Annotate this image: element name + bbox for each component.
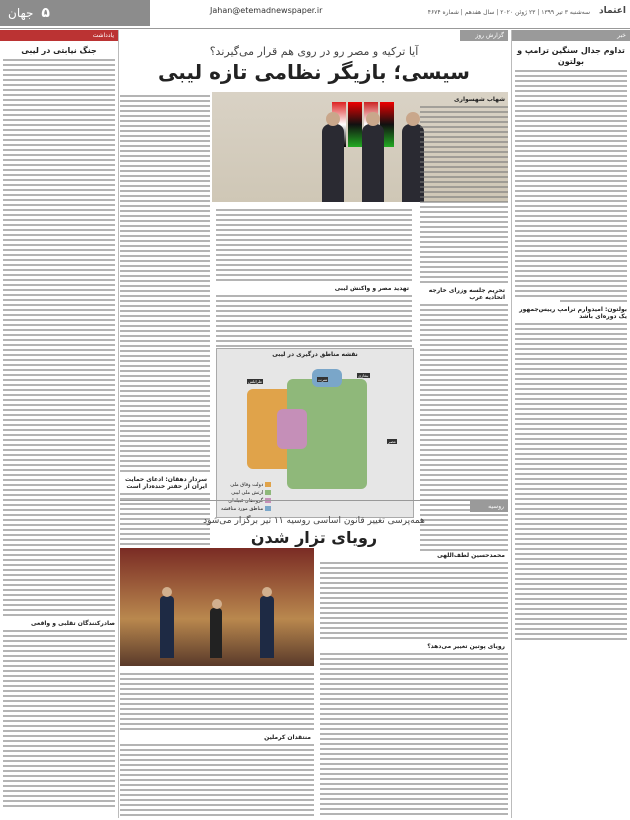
guard-figure <box>260 596 274 658</box>
section-email[interactable]: Jahan@etemadnewspaper.ir <box>210 6 323 15</box>
page-header <box>0 0 630 29</box>
city-label: طرابلس <box>248 379 263 384</box>
main-story-text-col3 <box>120 92 210 548</box>
main-story-headline: سیسی؛ بازیگر نظامی تازه لیبی <box>158 60 470 84</box>
person-figure <box>362 124 384 202</box>
russia-subhead-2: منتقدان کرملین <box>264 734 311 741</box>
libya-map <box>216 348 414 518</box>
russia-byline: محمدحسین لطف‌اللهی <box>437 552 505 559</box>
city-label: بنغازی <box>358 373 369 378</box>
page-number: ۵ <box>41 5 50 21</box>
right-column-label: خبر <box>512 30 630 41</box>
section-name: جهان <box>8 6 34 20</box>
main-story-byline: شهاب شهسواری <box>454 96 505 103</box>
russia-kicker: همه‌پرسی تغییر قانون اساسی روسیه ۱۱ تیر برگزار می‌شود <box>203 516 425 526</box>
left-column-body <box>0 59 118 616</box>
right-column-subhead: بولتون: امیدوارم ترامپ رییس‌جمهور یک دوره‌ای باشد <box>519 306 627 320</box>
newspaper-logo: اعتماد <box>599 6 626 16</box>
libya-flag <box>348 102 362 147</box>
main-story-subhead-1: تهدید مصر و واکنش لیبی <box>334 285 409 292</box>
section-tab <box>0 0 150 26</box>
left-column-label: یادداشت <box>0 30 118 41</box>
russia-text-left <box>120 670 314 818</box>
right-column-headline: تداوم جدال سنگین ترامپ و بولتون <box>517 46 625 66</box>
map-legend: دولت وفاق ملی ارتش ملی لیبی گروه‌های قبیله‌ای مناطق مورد مناقشه <box>221 481 271 513</box>
russia-headline: رویای تزار شدن <box>250 528 378 547</box>
main-content <box>120 30 508 818</box>
main-story-text-col1 <box>420 92 508 554</box>
right-column <box>511 30 630 818</box>
person-figure <box>210 608 222 658</box>
russia-text-right <box>320 548 508 818</box>
region-tribal <box>277 409 307 449</box>
main-story-subhead-3: سردار دهقان: ادعای حمایت ایران از حفتر خنده‌دار است <box>124 476 207 490</box>
russia-subhead-1: رویای پوتین تغییر می‌دهد؟ <box>427 643 505 650</box>
dateline: سه‌شنبه ۳ تیر ۱۳۹۹ | ۲۳ ژوئن ۲۰۲۰ | سال هفدهم | شماره ۴۶۷۴ <box>427 9 590 16</box>
city-label: سرت <box>318 377 328 382</box>
left-column-subhead: صادرکنندگان تقلبی و واقعی <box>30 620 115 627</box>
right-column-body <box>512 70 630 302</box>
russia-label: روسیه <box>470 501 508 512</box>
main-story-text-col2 <box>216 206 412 365</box>
guard-figure <box>160 596 174 658</box>
left-column-headline: جنگ نیابتی در لیبی <box>21 46 97 55</box>
map-title: نقشه مناطق درگیری در لیبی <box>272 351 358 358</box>
city-label: مصر <box>388 439 396 444</box>
left-column <box>0 30 119 818</box>
russia-section <box>120 500 508 551</box>
main-story-subhead-2: تحریم جلسه وزرای خارجه اتحادیه عرب <box>428 287 505 301</box>
main-story-kicker: آیا ترکیه و مصر رو در روی هم قرار می‌گیرند؟ <box>209 45 419 58</box>
russia-photo <box>120 548 314 666</box>
main-story-label: گزارش روز <box>460 30 508 41</box>
person-figure <box>322 124 344 202</box>
